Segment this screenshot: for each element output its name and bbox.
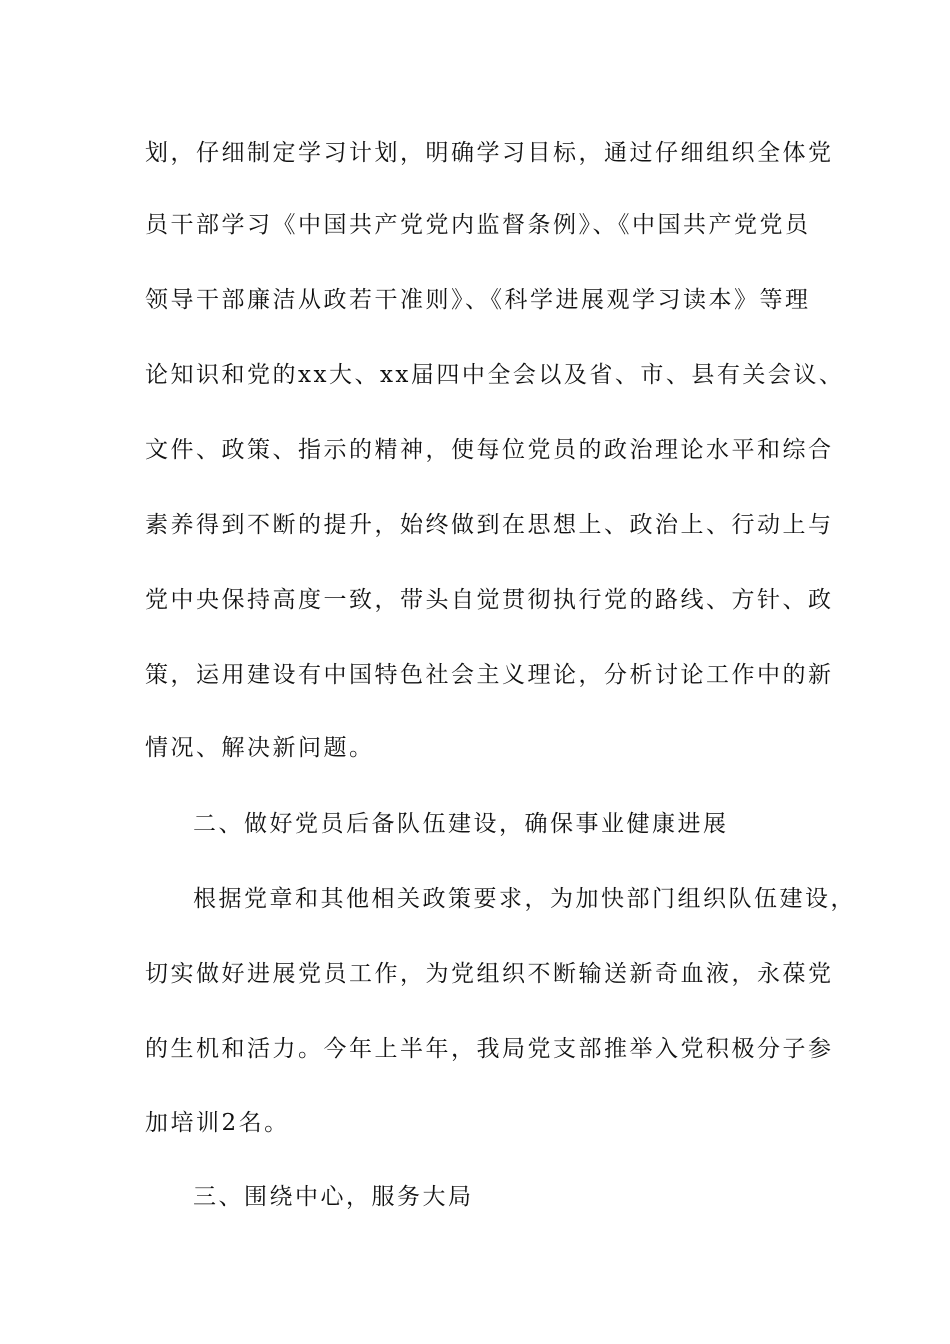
paragraph-line: 领导干部廉洁从政若干准则》、《科学进展观学习读本》等理 bbox=[145, 287, 811, 313]
paragraph-line: 情况、解决新问题。 bbox=[145, 735, 375, 761]
section-heading-3: 三、围绕中心，服务大局 bbox=[193, 1184, 474, 1210]
paragraph-line: 论知识和党的xx大、xx届四中全会以及省、市、县有关会议、 bbox=[145, 362, 845, 388]
paragraph-line: 文件、政策、指示的精神，使每位党员的政治理论水平和综合 bbox=[145, 437, 834, 463]
paragraph-line: 素养得到不断的提升，始终做到在思想上、政治上、行动上与 bbox=[145, 512, 834, 538]
paragraph-line: 员干部学习《中国共产党党内监督条例》、《中国共产党党员 bbox=[145, 212, 811, 238]
paragraph-line: 根据党章和其他相关政策要求，为加快部门组织队伍建设， bbox=[193, 886, 856, 912]
paragraph-line: 策，运用建设有中国特色社会主义理论，分析讨论工作中的新 bbox=[145, 662, 834, 688]
paragraph-line: 党中央保持高度一致，带头自觉贯彻执行党的路线、方针、政 bbox=[145, 587, 834, 613]
paragraph-line: 加培训2名。 bbox=[145, 1110, 290, 1136]
paragraph-line: 划，仔细制定学习计划，明确学习目标，通过仔细组织全体党 bbox=[145, 140, 834, 166]
paragraph-line: 的生机和活力。今年上半年，我局党支部推举入党积极分子参 bbox=[145, 1036, 834, 1062]
section-heading-2: 二、做好党员后备队伍建设，确保事业健康进展 bbox=[193, 811, 729, 837]
paragraph-line: 切实做好进展党员工作，为党组织不断输送新奇血液，永葆党 bbox=[145, 961, 834, 987]
